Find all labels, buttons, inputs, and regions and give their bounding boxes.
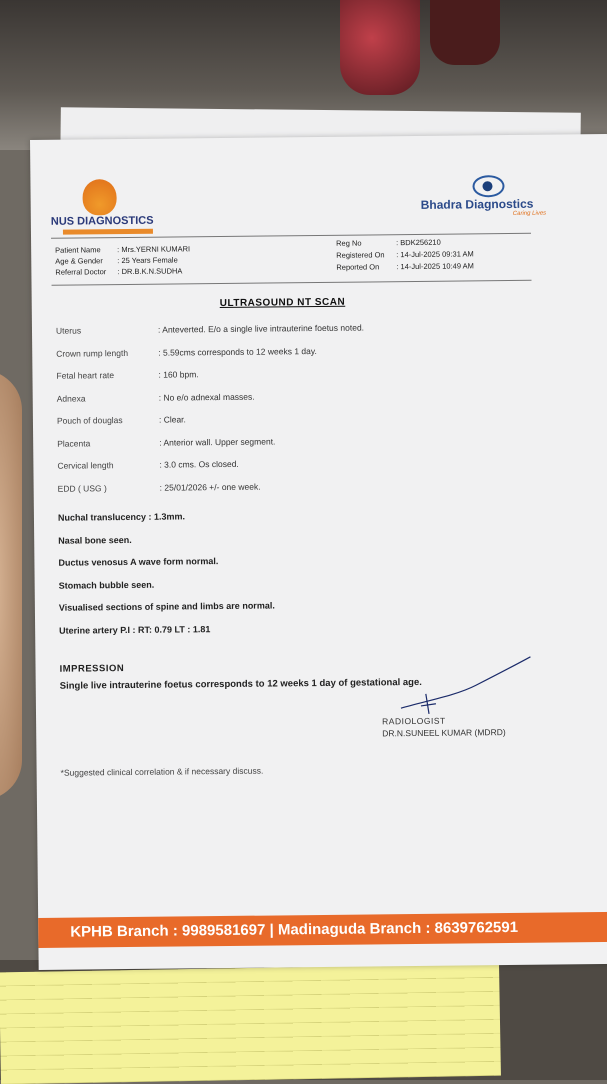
bold-finding-line: Nasal bone seen. (58, 534, 132, 546)
finding-label: EDD ( USG ) (57, 482, 107, 494)
bold-finding-line: Visualised sections of spine and limbs are normal. (58, 600, 275, 613)
signature-scribble (395, 655, 536, 716)
background-bottle (340, 0, 420, 95)
bold-findings (58, 510, 275, 647)
patient-age-label: Age & Gender (55, 256, 103, 266)
finding-label: Adnexa (56, 392, 86, 404)
finding-value: : 25/01/2026 +/- one week. (159, 481, 261, 493)
patient-name-value: : Mrs.YERNI KUMARI (117, 244, 191, 255)
bold-finding-line: Stomach bubble seen. (58, 579, 155, 591)
signature-name: DR.N.SUNEEL KUMAR (MDRD) (382, 727, 506, 739)
patient-name-label: Patient Name (55, 245, 101, 255)
nus-logo-tagline-bar (63, 229, 153, 235)
footer-banner (38, 912, 607, 948)
patient-info-left (55, 243, 190, 277)
finding-value: : No e/o adnexal masses. (158, 391, 255, 403)
bold-finding-line: Uterine artery P.I : RT: 0.79 LT : 1.81 (59, 623, 211, 636)
referral-doctor-row (55, 265, 190, 277)
referral-doctor-label: Referral Doctor (55, 267, 107, 277)
registered-on-label: Registered On (336, 250, 385, 260)
finding-label: Uterus (55, 325, 82, 336)
bold-finding-line: Ductus venosus A wave form normal. (58, 556, 219, 568)
registered-on-value: : 14-Jul-2025 09:31 AM (396, 249, 474, 260)
signature-role: RADIOLOGIST (382, 715, 446, 727)
finding-label: Placenta (57, 437, 91, 449)
finding-value: : Anteverted. E/o a single live intrauterine foetus noted. (157, 322, 365, 335)
finding-value: : Anterior wall. Upper segment. (159, 435, 276, 448)
bhadra-logo (420, 174, 560, 217)
finding-value: : Clear. (158, 414, 186, 425)
footer-text: KPHB Branch : 9989581697 | Madinaguda Branch : 8639762591 (70, 918, 519, 941)
findings-list (56, 320, 578, 505)
finding-label: Pouch of douglas (56, 415, 123, 426)
report-document (30, 134, 607, 970)
patient-info-right (336, 236, 474, 273)
finding-row (58, 478, 578, 506)
bhadra-logo-name: Bhadra Diagnostics (420, 196, 534, 212)
thumb (0, 370, 22, 800)
reg-no-label: Reg No (336, 238, 362, 248)
impression-text: Single live intrauterine foetus corresponds to 12 weeks 1 day of gestational age. (59, 676, 422, 692)
finding-label: Fetal heart rate (56, 370, 115, 381)
impression-heading: IMPRESSION (59, 663, 125, 675)
bhadra-logo-tagline: Caring Lives (512, 210, 547, 217)
nus-logo (50, 179, 160, 228)
finding-value: : 5.59cms corresponds to 12 weeks 1 day. (158, 345, 317, 358)
finding-value: : 3.0 cms. Os closed. (159, 458, 239, 470)
finding-value: : 160 bpm. (158, 369, 199, 380)
flame-icon (82, 179, 116, 215)
yellow-notepad (0, 964, 501, 1084)
referral-doctor-value: : DR.B.K.N.SUDHA (117, 266, 183, 277)
bold-finding-line: Nuchal translucency : 1.3mm. (57, 511, 186, 523)
patient-age-value: : 25 Years Female (117, 255, 178, 266)
reported-on-value: : 14-Jul-2025 10:49 AM (396, 261, 474, 272)
reported-on-row (336, 260, 474, 273)
background-object (430, 0, 500, 65)
finding-label: Crown rump length (56, 347, 129, 359)
reported-on-label: Reported On (336, 262, 380, 272)
finding-label: Cervical length (57, 460, 114, 471)
reg-no-value: : BDK256210 (396, 237, 441, 248)
clinical-note: *Suggested clinical correlation & if necessary discuss. (60, 765, 264, 778)
eye-pupil-icon (482, 181, 492, 191)
nus-logo-name: NUS DIAGNOSTICS (50, 214, 154, 228)
patient-info-box (51, 233, 531, 286)
report-title: ULTRASOUND NT SCAN (219, 296, 346, 310)
